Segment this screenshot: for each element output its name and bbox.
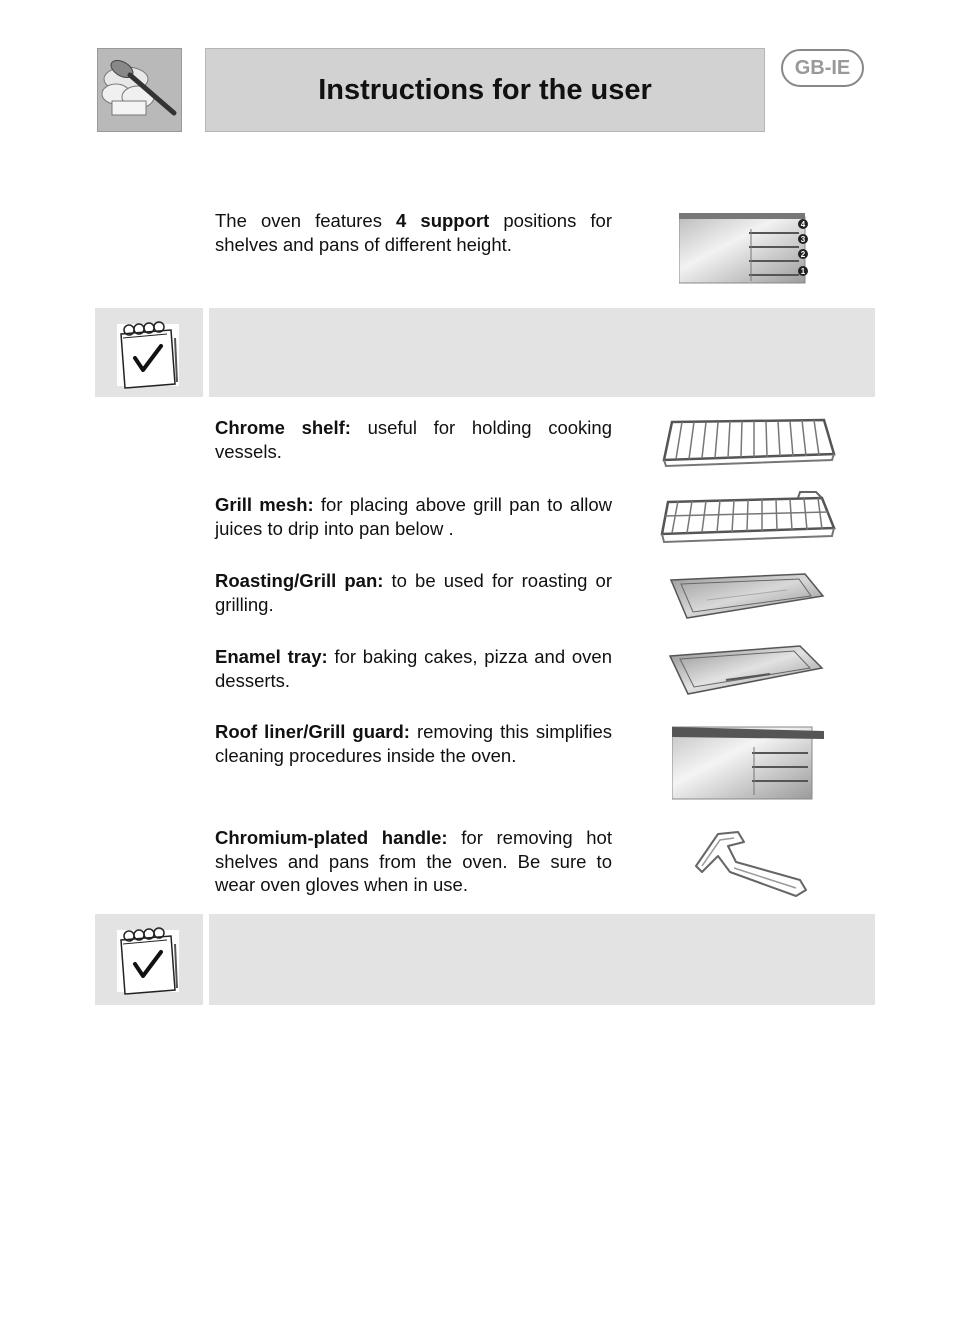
note-icon-cell [95,914,203,1005]
shelf-number-1: 1 [800,267,806,276]
accessory-item-chrome-shelf: Chrome shelf: useful for holding cooking vessels. [215,417,612,462]
shelf-number-3: 3 [800,235,806,244]
intro-bold: 4 support [396,210,490,231]
grill-mesh-illustration [658,490,838,553]
shelf-number-2: 2 [800,250,806,259]
note-icon-cell [95,308,203,397]
accessory-item-roasting-grill-pan: Roasting/Grill pan: to be used for roasting or grilling. [215,570,612,615]
roof-liner-illustration [672,719,824,806]
notepad-check-icon [95,308,203,397]
accessory-item-chromium-plated-handle: Chromium-plated handle: for removing hot shelves and pans from the oven. Be sure to wear oven gloves when in use. [215,827,612,895]
accessory-item-roof-liner-grill-guard: Roof liner/Grill guard: removing this simplifies cleaning procedures inside the oven. [215,721,612,766]
notepad-check-icon [95,914,203,1005]
enamel-tray-illustration [666,644,826,701]
chef-hat-spoon-icon [97,48,182,132]
page-title-banner [205,48,765,132]
accessory-item-grill-mesh: Grill mesh: for placing above grill pan to allow juices to drip into pan below . [215,494,612,539]
shelf-number-4: 4 [800,220,806,229]
language-badge: GB-IE [781,49,864,87]
chrome-shelf-illustration [658,414,838,477]
roasting-pan-illustration [667,570,827,627]
page-title: Instructions for the user [318,73,652,106]
note-box-1 [209,308,875,397]
accessory-item-enamel-tray: Enamel tray: for baking cakes, pizza and oven desserts. [215,646,612,691]
oven-shelf-positions-illustration [679,211,811,290]
note-box-2 [209,914,875,1005]
intro-paragraph: The oven features 4 support positions for shelves and pans of different height. [215,210,613,255]
handle-illustration [688,826,816,905]
